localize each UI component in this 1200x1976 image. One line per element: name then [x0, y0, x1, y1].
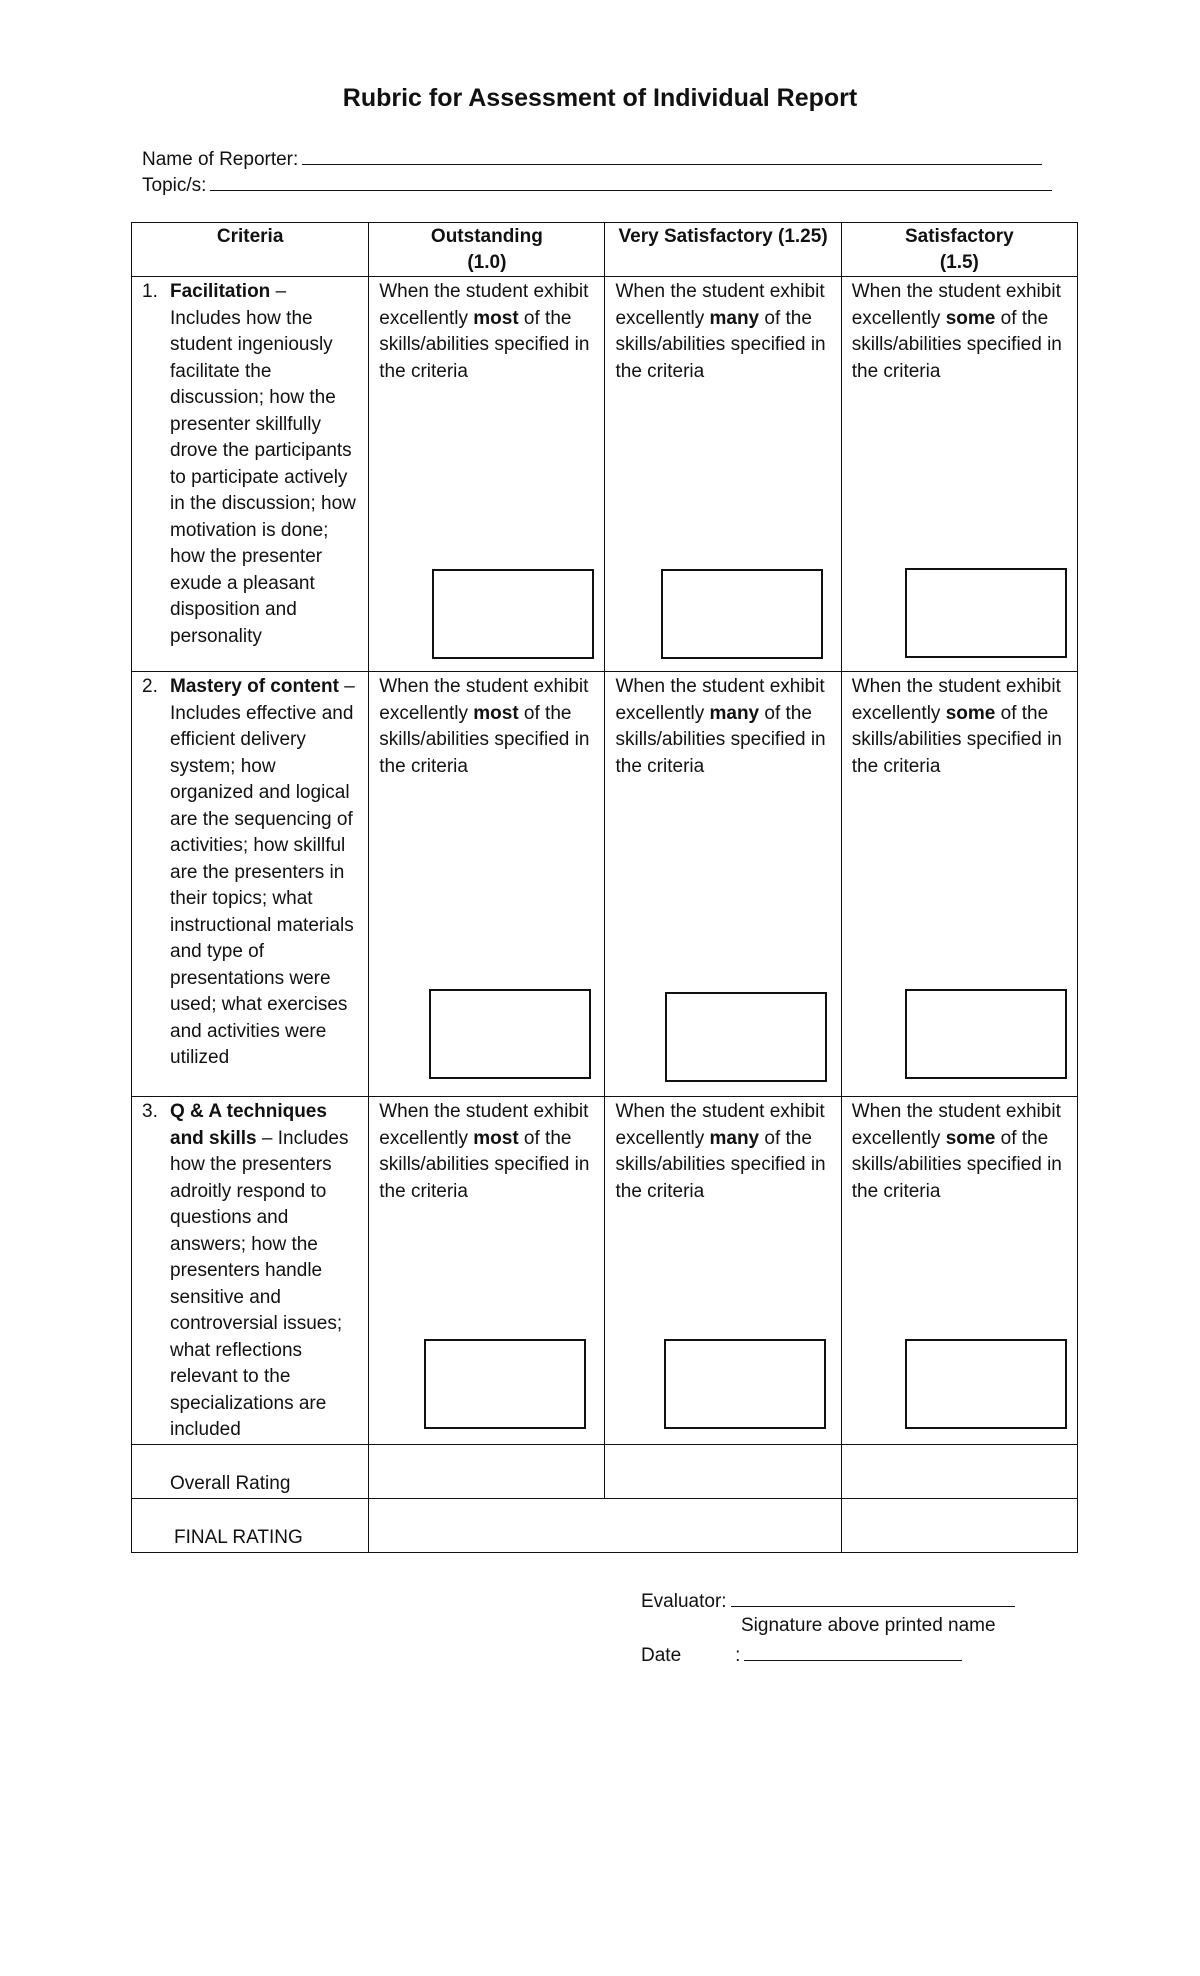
overall-rating-very-satisfactory[interactable]	[605, 1444, 841, 1498]
final-rating-row	[132, 1498, 1078, 1552]
score-box[interactable]	[432, 569, 594, 659]
level-cell-very-satisfactory	[605, 1097, 841, 1445]
criteria-description: – Includes how the student ingeniously facilitate the discussion; how the presenter skillfully drove the participants to participate actively in the discussion; how motivation is done; how the presenter exude a pleasant disposition and personality	[170, 281, 356, 647]
header-satisfactory-label: Satisfactory	[904, 226, 1014, 247]
level-cell-outstanding	[369, 277, 605, 672]
criteria-description: – Includes effective and efficient delivery system; how organized and logical are the sequencing of activities; how skillful are the presenters in their topics; what instructional materials and type of presentations were used; what exercises and activities were utilized	[170, 676, 355, 1068]
criteria-number: 1.	[142, 281, 158, 302]
topic-blank[interactable]	[210, 172, 1052, 191]
level-text: When the student exhibit excellently some of the skills/abilities specified in the criteria	[851, 1101, 1062, 1202]
score-box[interactable]	[424, 1339, 586, 1429]
reporter-name-field[interactable]	[142, 146, 1042, 171]
criteria-title: Facilitation	[170, 281, 271, 302]
score-box[interactable]	[905, 989, 1067, 1079]
criteria-description: – Includes how the presenters adroitly respond to questions and answers; how the presenters handle sensitive and controversial issues; what reflections relevant to the specializations are included	[170, 1127, 349, 1440]
overall-rating-label: Overall Rating	[132, 1444, 369, 1498]
header-outstanding	[369, 223, 605, 277]
criteria-number: 3.	[142, 1101, 158, 1122]
header-very-satisfactory-label: Very Satisfactory (1.25)	[618, 226, 828, 247]
overall-rating-outstanding[interactable]	[369, 1444, 605, 1498]
level-cell-satisfactory	[841, 1097, 1077, 1445]
header-criteria-label: Criteria	[216, 226, 284, 247]
score-box[interactable]	[429, 989, 591, 1079]
criteria-number: 2.	[142, 676, 158, 697]
criteria-row-mastery	[132, 672, 1078, 1097]
level-cell-satisfactory	[841, 277, 1077, 672]
header-satisfactory-score: (1.5)	[939, 252, 979, 273]
signature-caption: Signature above printed name	[741, 1615, 996, 1636]
header-criteria	[132, 223, 369, 277]
evaluator-field[interactable]	[641, 1588, 1015, 1613]
score-box[interactable]	[905, 1339, 1067, 1429]
level-text: When the student exhibit excellently many of the skills/abilities specified in the criteria	[615, 281, 826, 382]
criteria-title: Mastery of content	[170, 676, 339, 697]
final-rating-label: FINAL RATING	[132, 1498, 369, 1552]
date-field[interactable]	[641, 1642, 962, 1667]
topic-field[interactable]	[142, 172, 1052, 197]
rubric-table	[131, 222, 1078, 1553]
final-rating-value[interactable]	[369, 1498, 841, 1552]
header-satisfactory	[841, 223, 1077, 277]
level-text: When the student exhibit excellently many of the skills/abilities specified in the criteria	[615, 1101, 826, 1202]
criteria-cell	[132, 277, 369, 672]
document-title: Rubric for Assessment of Individual Report	[342, 84, 858, 112]
level-text: When the student exhibit excellently most of the skills/abilities specified in the criteria	[379, 676, 590, 777]
level-text: When the student exhibit excellently most of the skills/abilities specified in the criteria	[379, 281, 590, 382]
score-box[interactable]	[905, 568, 1067, 658]
reporter-name-blank[interactable]	[302, 146, 1042, 165]
date-colon: :	[735, 1645, 741, 1666]
level-text: When the student exhibit excellently some of the skills/abilities specified in the criteria	[851, 676, 1062, 777]
criteria-cell	[132, 1097, 369, 1445]
overall-rating-row	[132, 1444, 1078, 1498]
score-box[interactable]	[665, 992, 827, 1082]
score-box[interactable]	[661, 569, 823, 659]
level-cell-satisfactory	[841, 672, 1077, 1097]
header-row	[132, 223, 1078, 277]
header-outstanding-score: (1.0)	[467, 252, 507, 273]
topic-label: Topic/s:	[142, 175, 207, 196]
header-outstanding-label: Outstanding	[430, 226, 543, 247]
level-text: When the student exhibit excellently most of the skills/abilities specified in the criteria	[379, 1101, 590, 1202]
criteria-title: Q & A techniques and skills	[170, 1101, 327, 1149]
level-cell-very-satisfactory	[605, 672, 841, 1097]
date-label: Date	[641, 1645, 682, 1666]
criteria-cell	[132, 672, 369, 1097]
final-rating-extra[interactable]	[841, 1498, 1077, 1552]
criteria-row-qa	[132, 1097, 1078, 1445]
overall-rating-satisfactory[interactable]	[841, 1444, 1077, 1498]
evaluator-blank[interactable]	[731, 1588, 1015, 1607]
header-very-satisfactory	[605, 223, 841, 277]
criteria-row-facilitation	[132, 277, 1078, 672]
reporter-name-label: Name of Reporter:	[142, 149, 299, 170]
level-text: When the student exhibit excellently many of the skills/abilities specified in the criteria	[615, 676, 826, 777]
level-cell-outstanding	[369, 1097, 605, 1445]
level-cell-very-satisfactory	[605, 277, 841, 672]
level-text: When the student exhibit excellently some of the skills/abilities specified in the criteria	[851, 281, 1062, 382]
date-blank[interactable]	[744, 1642, 962, 1661]
evaluator-label: Evaluator:	[641, 1591, 727, 1612]
score-box[interactable]	[664, 1339, 826, 1429]
level-cell-outstanding	[369, 672, 605, 1097]
